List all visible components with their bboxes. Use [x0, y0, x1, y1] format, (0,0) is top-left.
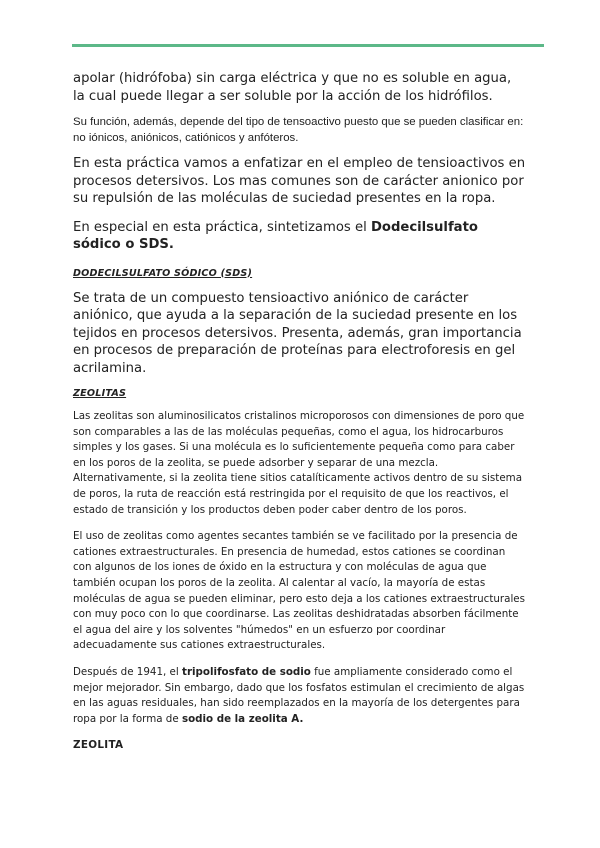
- synthesis-text: En especial en esta práctica, sintetizamos el: [73, 219, 371, 235]
- heading-zeolitas: ZEOLITAS: [73, 388, 127, 399]
- tpp-text-1: Después de 1941, el: [73, 665, 183, 678]
- heading-sds: DODECILSULFATO SÓDICO (SDS): [73, 267, 253, 279]
- sds-name: Dodecilsulfato sódico o SDS.: [73, 219, 478, 252]
- tpp-bold: tripolifosfato de sodio: [182, 665, 311, 678]
- paragraph-sds: Se trata de un compuesto tensioactivo aniónico de carácter aniónico, que ayuda a la separación de la suciedad presente en los tejidos en procesos detersivos. Presenta, además, gran importancia en procesos de preparación de proteínas para electroforesis en gel acrilamina.: [73, 290, 522, 376]
- paragraph-tripolyphosphate: [73, 665, 527, 727]
- paragraph-function: Su función, además, depende del tipo de tensoactivo puesto que se pueden clasificar en: no iónicos, aniónicos, catiónicos y anfóteros.: [73, 116, 524, 144]
- paragraph-synthesis: [73, 219, 527, 254]
- tpp-text-2: fue ampliamente considerado como el mejor mejorador. Sin embargo, dado que los fosfatos estimulan el crecimiento de algas en las aguas residuales, han sido reemplazados en la mayoría de los detergentes para ropa por la forma de: [73, 665, 525, 725]
- document-body: [73, 70, 527, 751]
- paragraph-apolar: apolar (hidrófoba) sin carga eléctrica y que no es soluble en agua, la cual puede llegar a ser soluble por la acción de los hidrófilos.: [73, 71, 512, 104]
- header-rule: [72, 44, 544, 47]
- heading-zeolita: ZEOLITA: [73, 739, 124, 752]
- paragraph-practice: En esta práctica vamos a enfatizar en el empleo de tensioactivos en procesos detersivos. Los mas comunes son de carácter anionico por su repulsión de las moléculas de suciedad presentes en la ropa.: [73, 156, 526, 206]
- paragraph-zeolitas-def: Las zeolitas son aluminosilicatos cristalinos microporosos con dimensiones de poro que son comparables a las de las moléculas pequeñas, como el agua, los hidrocarburos simples y los gases. Si una molécula es lo suficientemente pequeña como para caber en los poros de la zeolita, se puede adsorber y separar de una mezcla. Alternativamente, si la zeolita tiene sitios catalíticamente activos dentro de su sistema de poros, la ruta de reacción está restringida por el requisito de que los reactivos, el estado de transición y los productos deben poder caber dentro de los poros.: [73, 410, 525, 516]
- paragraph-zeolitas-drying: El uso de zeolitas como agentes secantes también se ve facilitado por la presencia de cationes extraestructurales. En presencia de humedad, estos cationes se coordinan con algunos de los iones de óxido en la estructura y con moléculas de agua que también ocupan los poros de la zeolita. Al calentar al vacío, la mayoría de estas moléculas de agua se pueden eliminar, pero esto deja a los cationes extraestructurales con muy poco con lo que coordinarse. Las zeolitas deshidratadas absorben fácilmente el agua del aire y los solventes "húmedos" en un esfuerzo por coordinar adecuadamente sus cationes extraestructurales.: [73, 530, 526, 652]
- zeolite-a-bold: sodio de la zeolita A.: [181, 712, 304, 725]
